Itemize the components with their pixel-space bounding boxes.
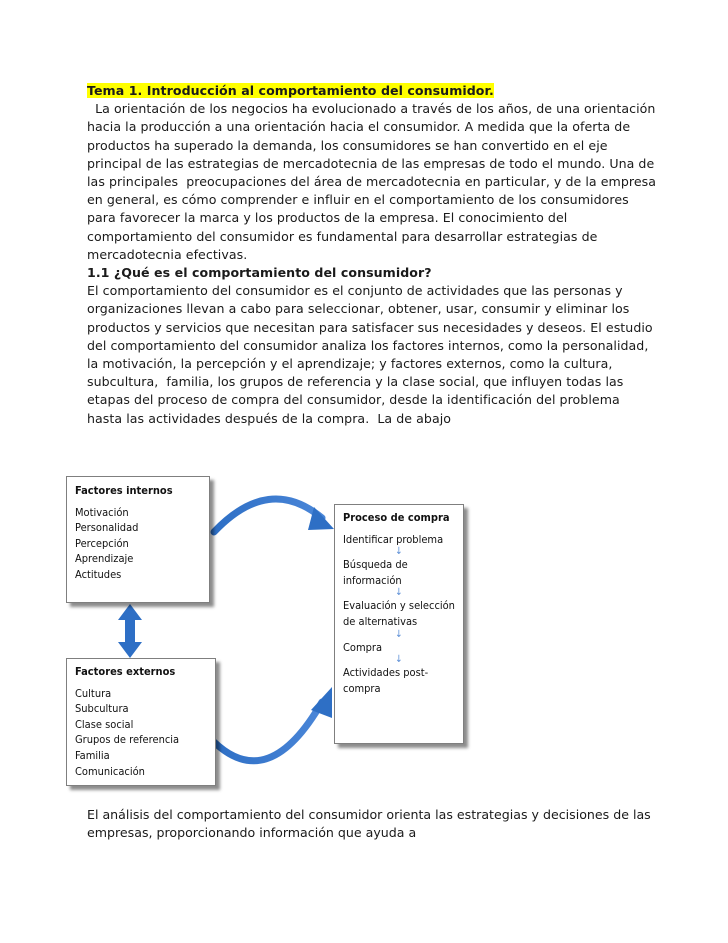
internal-factor-item: Actitudes	[75, 567, 122, 581]
process-step: Evaluación y selección de alternativas	[343, 599, 455, 628]
external-factor-item: Familia	[75, 748, 110, 762]
external-factor-item: Comunicación	[75, 764, 145, 778]
external-factor-item: Clase social	[75, 717, 134, 731]
internal-factor-item: Aprendizaje	[75, 552, 134, 566]
step-arrow-icon: ↓	[395, 546, 403, 558]
purchase-process-title: Proceso de compra	[343, 511, 450, 524]
consumer-behavior-diagram	[64, 474, 474, 796]
process-step: Actividades post-compra	[343, 666, 429, 695]
internal-factors-title: Factores internos	[75, 484, 173, 497]
external-factors-box	[66, 658, 216, 786]
external-factor-item: Cultura	[75, 686, 112, 700]
step-arrow-icon: ↓	[395, 587, 403, 599]
intro-paragraph: La orientación de los negocios ha evolucionado a través de los años, de una orientación hacia la producción a una orientación hacia el consumidor. A medida que la oferta de productos ha superado la demanda, los consumidores se han convertido en el eje principal de las estrategias de mercadotecnia de las empresas de todo el mundo. Una de las principales preocupaciones del área de mercadotecnia en particular, y de la empresa en general, es cómo comprender e influir en el comportamiento de los consumidores para favorecer la marca y los productos de la empresa. El conocimiento del comportamiento del consumidor es fundamental para desarrollar estrategias de mercadotecnia efectivas.	[87, 101, 661, 262]
internal-factor-item: Motivación	[75, 505, 129, 519]
process-step: Compra	[343, 640, 383, 654]
external-factor-item: Subcultura	[75, 702, 129, 716]
curved-arrow-top	[214, 499, 322, 532]
process-step: Identificar problema	[343, 532, 444, 546]
purchase-process-box	[334, 504, 464, 744]
internal-factor-item: Percepción	[75, 536, 129, 550]
external-factor-item: Grupos de referencia	[75, 733, 180, 747]
step-arrow-icon: ↓	[395, 654, 403, 666]
step-arrow-icon: ↓	[395, 628, 403, 640]
internal-factor-item: Personalidad	[75, 521, 139, 535]
definition-paragraph: El comportamiento del consumidor es el conjunto de actividades que las personas y organizaciones llevan a cabo para seleccionar, obtener, usar, consumir y eliminar los productos y servicios que necesitan para satisfacer sus necesidades y deseos. El estudio del comportamiento del consumidor analiza los factores internos, como la personalidad, la motivación, la percepción y el aprendizaje; y factores externos, como la cultura, subcultura, familia, los grupos de referencia y la clase social, que influyen todas las etapas del proceso de compra del consumidor, desde la identificación del problema hasta las actividades después de la compra. La de abajo	[87, 283, 657, 426]
section-subheading: 1.1 ¿Qué es el comportamiento del consumidor?	[87, 265, 432, 281]
closing-paragraph: El análisis del comportamiento del consumidor orienta las estrategias y decisiones de las empresas, proporcionando información que ayuda a	[87, 807, 651, 841]
process-step: Búsqueda de información	[343, 558, 408, 587]
external-factors-title: Factores externos	[75, 665, 176, 678]
internal-factors-box	[66, 476, 210, 603]
body-text	[87, 82, 661, 428]
double-arrow	[118, 604, 142, 658]
curved-arrow-bottom	[214, 702, 322, 761]
topic-heading: Tema 1. Introducción al comportamiento del consumidor.	[87, 83, 494, 98]
